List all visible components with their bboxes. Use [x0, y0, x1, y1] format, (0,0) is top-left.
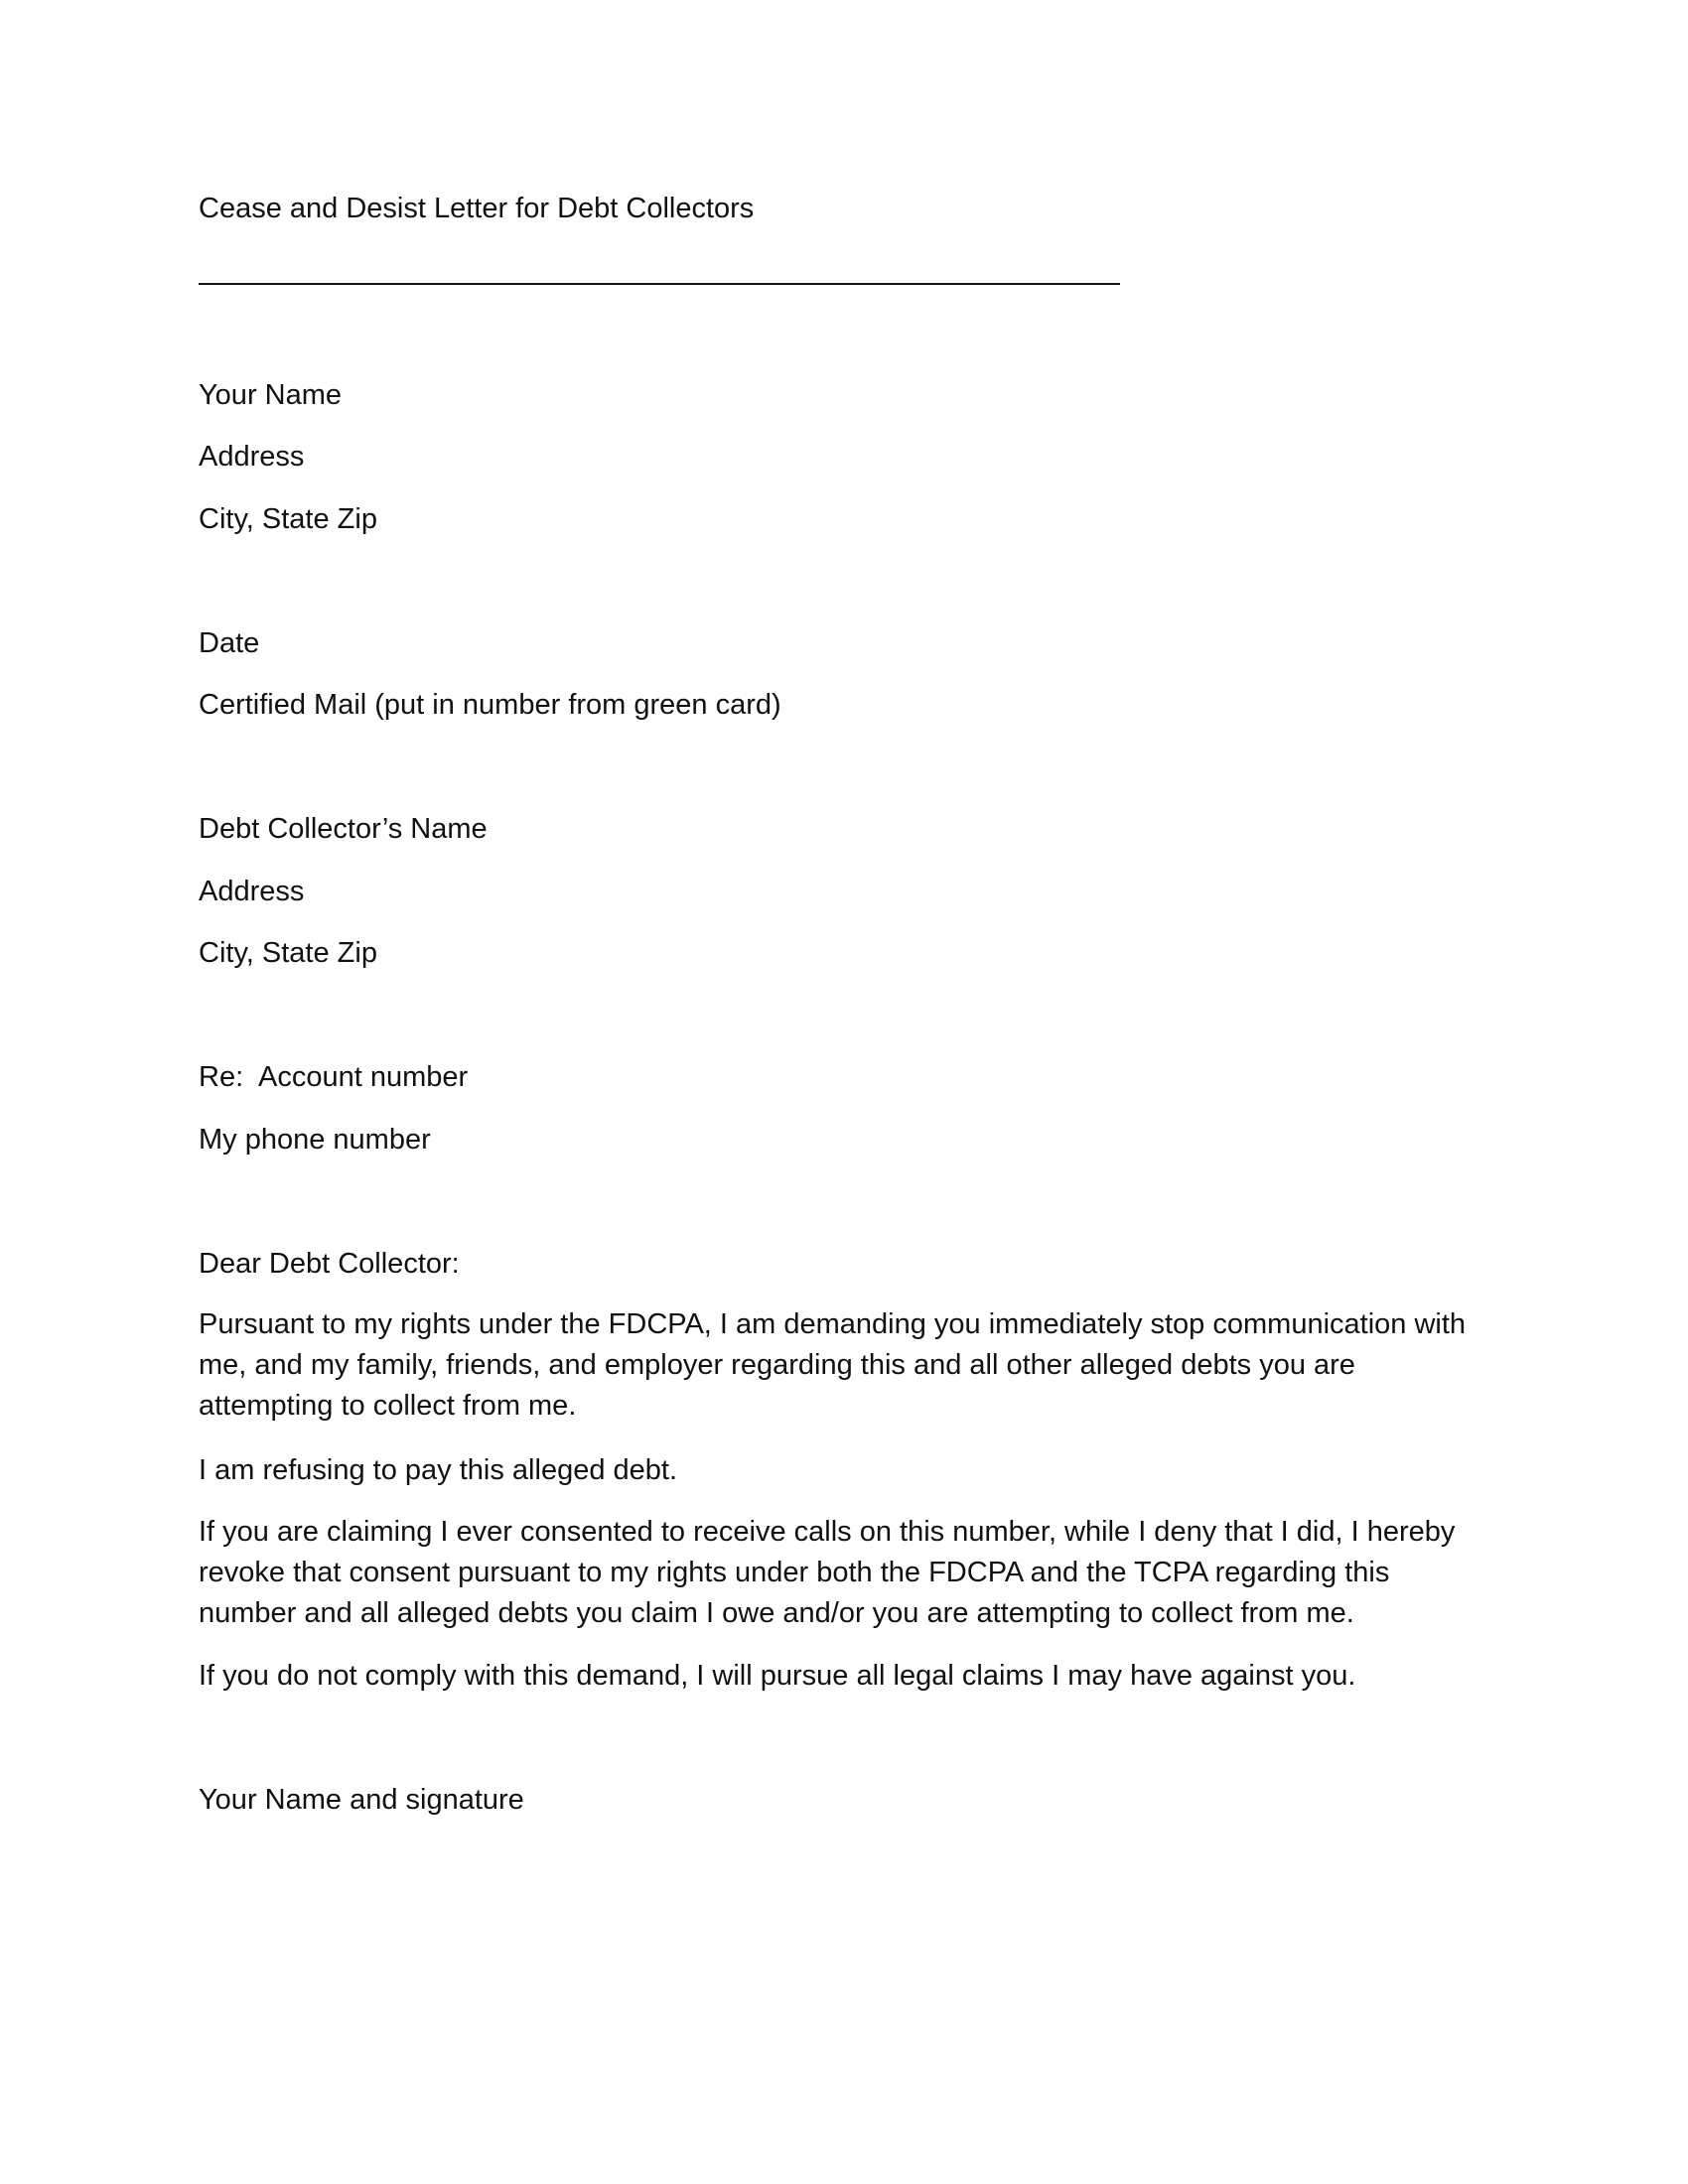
letter-date: Date: [199, 627, 260, 659]
recipient-address: Address: [199, 876, 305, 907]
mail-method: Certified Mail (put in number from green card): [199, 689, 781, 721]
re-label: Re:: [199, 1061, 244, 1093]
sender-name: Your Name: [199, 379, 343, 411]
phone-line: My phone number: [199, 1124, 431, 1156]
sender-address: Address: [199, 441, 305, 473]
sender-city-state-zip: City, State Zip: [199, 503, 377, 535]
recipient-city-state-zip: City, State Zip: [199, 937, 377, 969]
document-title: Cease and Desist Letter for Debt Collectors: [199, 193, 755, 224]
recipient-name: Debt Collector’s Name: [199, 813, 488, 845]
salutation: Dear Debt Collector:: [199, 1248, 460, 1280]
re-account-number: Account number: [258, 1061, 469, 1093]
title-underline-rule: [199, 283, 1120, 285]
body-paragraph-3: If you are claiming I ever consented to receive calls on this number, while I deny that I did, I hereby revoke that consent pursuant to my rights under both the FDCPA and the TCPA regarding this number and all alleged debts you claim I owe and/or you are attempting to collect from me.: [199, 1516, 1456, 1629]
body-paragraph-2: I am refusing to pay this alleged debt.: [199, 1454, 678, 1486]
body-paragraph-1: Pursuant to my rights under the FDCPA, I am demanding you immediately stop communication with me, and my family, friends, and employer regarding this and all other alleged debts you are attempting to collect from me.: [199, 1308, 1467, 1422]
re-line: [199, 1057, 468, 1097]
body-paragraph-4: If you do not comply with this demand, I will pursue all legal claims I may have against you.: [199, 1660, 1356, 1692]
closing-signature: Your Name and signature: [199, 1784, 524, 1816]
